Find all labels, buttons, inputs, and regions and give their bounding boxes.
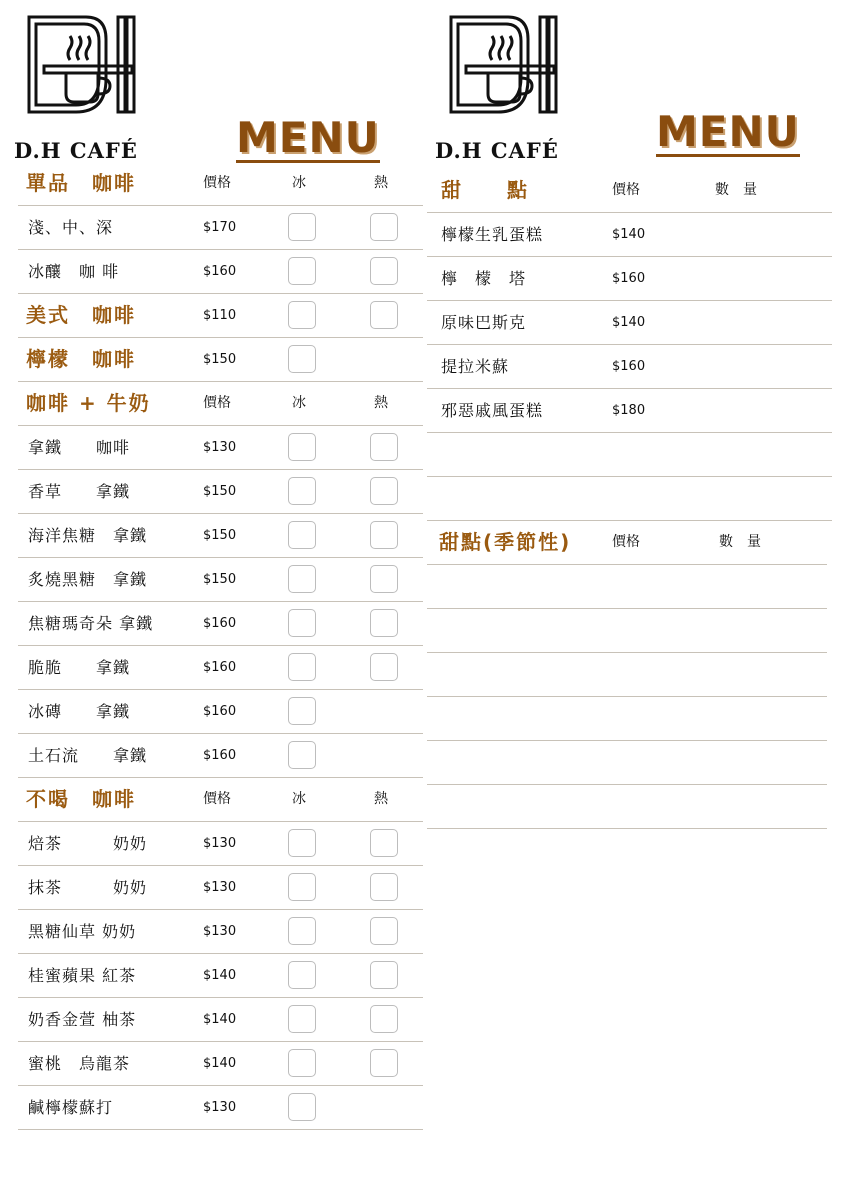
ice-checkbox[interactable] xyxy=(288,961,316,989)
menu-item-row xyxy=(18,206,423,250)
hot-column-label: 熱 xyxy=(374,791,388,807)
item-price: $150 xyxy=(203,572,237,587)
hot-checkbox[interactable] xyxy=(370,609,398,637)
dessert-header-row xyxy=(427,169,832,213)
dessert-item-row xyxy=(427,301,832,345)
menu-item-row xyxy=(18,602,423,646)
item-name: 抹茶 奶奶 xyxy=(28,878,148,897)
item-name: 拿鐵 咖啡 xyxy=(28,438,131,457)
item-price: $140 xyxy=(203,968,237,983)
hot-column-label: 熱 xyxy=(374,175,388,191)
empty-row xyxy=(427,741,827,785)
item-name: 蜜桃 烏龍茶 xyxy=(28,1054,131,1073)
section-title: 單品 咖啡 xyxy=(26,171,136,195)
item-price: $160 xyxy=(203,616,237,631)
price-column-label: 價格 xyxy=(203,791,231,807)
menu-title-right: MENU xyxy=(656,107,800,156)
item-name: 冰磚 拿鐵 xyxy=(28,702,131,721)
item-price: $130 xyxy=(203,836,237,851)
menu-item-row xyxy=(18,998,423,1042)
item-price: $150 xyxy=(203,352,237,367)
quantity-column-label: 數 量 xyxy=(715,182,757,198)
item-name: 土石流 拿鐵 xyxy=(28,746,148,765)
cafe-name-left: D.H CAFÉ xyxy=(14,138,138,163)
seasonal-title: 甜點(季節性) xyxy=(439,530,572,554)
ice-checkbox[interactable] xyxy=(288,521,316,549)
section-title: 檸檬 咖啡 xyxy=(26,347,136,371)
item-price: $150 xyxy=(203,528,237,543)
hot-checkbox[interactable] xyxy=(370,1049,398,1077)
section-header-row xyxy=(18,162,423,206)
menu-item-row xyxy=(18,646,423,690)
hot-checkbox[interactable] xyxy=(370,433,398,461)
hot-checkbox[interactable] xyxy=(370,829,398,857)
item-name: 淺、中、深 xyxy=(28,218,114,237)
ice-checkbox[interactable] xyxy=(288,257,316,285)
ice-checkbox[interactable] xyxy=(288,873,316,901)
item-name: 焙茶 奶奶 xyxy=(28,834,148,853)
price-column-label: 價格 xyxy=(203,175,231,191)
hot-checkbox[interactable] xyxy=(370,565,398,593)
ice-checkbox[interactable] xyxy=(288,697,316,725)
ice-checkbox[interactable] xyxy=(288,1093,316,1121)
menu-item-row xyxy=(18,690,423,734)
menu-item-row xyxy=(18,426,423,470)
ice-checkbox[interactable] xyxy=(288,565,316,593)
hot-column-label: 熱 xyxy=(374,395,388,411)
menu-item-row xyxy=(18,1086,423,1130)
item-name: 檸 檬 塔 xyxy=(441,269,527,288)
ice-checkbox[interactable] xyxy=(288,829,316,857)
item-price: $140 xyxy=(203,1012,237,1027)
dessert-item-row xyxy=(427,389,832,433)
price-column-label: 價格 xyxy=(612,534,640,550)
item-price: $130 xyxy=(203,440,237,455)
section-title: 咖啡 + 牛奶 xyxy=(26,391,151,415)
item-price: $130 xyxy=(203,924,237,939)
item-price: $140 xyxy=(203,1056,237,1071)
item-price: $140 xyxy=(612,315,646,330)
ice-checkbox[interactable] xyxy=(288,477,316,505)
hot-checkbox[interactable] xyxy=(370,873,398,901)
menu-item-row xyxy=(18,470,423,514)
item-price: $160 xyxy=(203,748,237,763)
dessert-title: 甜 點 xyxy=(441,178,529,202)
menu-item-row xyxy=(18,822,423,866)
item-price: $110 xyxy=(203,308,237,323)
item-price: $150 xyxy=(203,484,237,499)
menu-item-row xyxy=(18,866,423,910)
item-price: $160 xyxy=(612,359,646,374)
item-price: $180 xyxy=(612,403,646,418)
hot-checkbox[interactable] xyxy=(370,477,398,505)
price-column-label: 價格 xyxy=(612,182,640,198)
menu-item-row xyxy=(18,910,423,954)
ice-checkbox[interactable] xyxy=(288,1005,316,1033)
section-title: 不喝 咖啡 xyxy=(26,787,136,811)
dessert-item-row xyxy=(427,213,832,257)
item-name: 檸檬生乳蛋糕 xyxy=(441,225,544,244)
coffee-cup-logo-icon xyxy=(26,14,136,116)
seasonal-header-row xyxy=(427,521,827,565)
ice-checkbox[interactable] xyxy=(288,301,316,329)
empty-row xyxy=(427,433,832,477)
menu-title-left: MENU xyxy=(236,113,380,162)
item-name: 脆脆 拿鐵 xyxy=(28,658,131,677)
cafe-logo-left xyxy=(26,14,136,116)
item-name: 奶香金萱 柚茶 xyxy=(28,1010,137,1029)
empty-row xyxy=(427,565,827,609)
ice-checkbox[interactable] xyxy=(288,917,316,945)
section-header-row xyxy=(18,294,423,338)
coffee-cup-logo-icon xyxy=(448,14,558,116)
item-price: $160 xyxy=(203,704,237,719)
item-name: 提拉米蘇 xyxy=(441,357,510,376)
ice-checkbox[interactable] xyxy=(288,609,316,637)
ice-checkbox[interactable] xyxy=(288,433,316,461)
section-header-row xyxy=(18,338,423,382)
item-name: 海洋焦糖 拿鐵 xyxy=(28,526,148,545)
empty-row xyxy=(427,785,827,829)
item-price: $160 xyxy=(203,264,237,279)
section-header-row xyxy=(18,778,423,822)
ice-checkbox[interactable] xyxy=(288,1049,316,1077)
item-name: 邪惡戚風蛋糕 xyxy=(441,401,544,420)
menu-item-row xyxy=(18,734,423,778)
item-price: $130 xyxy=(203,1100,237,1115)
hot-checkbox[interactable] xyxy=(370,917,398,945)
dessert-item-row xyxy=(427,345,832,389)
hot-checkbox[interactable] xyxy=(370,257,398,285)
menu-item-row xyxy=(18,514,423,558)
ice-column-label: 冰 xyxy=(292,175,306,191)
menu-item-row xyxy=(18,1042,423,1086)
ice-checkbox[interactable] xyxy=(288,741,316,769)
ice-checkbox[interactable] xyxy=(288,653,316,681)
menu-item-row xyxy=(18,558,423,602)
empty-row xyxy=(427,697,827,741)
hot-checkbox[interactable] xyxy=(370,301,398,329)
empty-row xyxy=(427,477,832,521)
empty-row xyxy=(427,609,827,653)
item-name: 原味巴斯克 xyxy=(441,313,527,332)
section-header-row xyxy=(18,382,423,426)
item-price: $160 xyxy=(203,660,237,675)
hot-checkbox[interactable] xyxy=(370,521,398,549)
item-name: 鹹檸檬蘇打 xyxy=(28,1098,114,1117)
menu-item-row xyxy=(18,250,423,294)
item-name: 黑糖仙草 奶奶 xyxy=(28,922,137,941)
dessert-item-row xyxy=(427,257,832,301)
cafe-logo-right xyxy=(448,14,558,116)
ice-checkbox[interactable] xyxy=(288,345,316,373)
price-column-label: 價格 xyxy=(203,395,231,411)
item-name: 炙燒黑糖 拿鐵 xyxy=(28,570,148,589)
menu-item-row xyxy=(18,954,423,998)
item-price: $160 xyxy=(612,271,646,286)
ice-checkbox[interactable] xyxy=(288,213,316,241)
section-title: 美式 咖啡 xyxy=(26,303,136,327)
hot-checkbox[interactable] xyxy=(370,1005,398,1033)
item-name: 香草 拿鐵 xyxy=(28,482,131,501)
item-name: 桂蜜蘋果 紅茶 xyxy=(28,966,137,985)
item-name: 焦糖瑪奇朵 拿鐵 xyxy=(28,614,154,633)
item-price: $170 xyxy=(203,220,237,235)
item-price: $130 xyxy=(203,880,237,895)
cafe-name-right: D.H CAFÉ xyxy=(435,138,559,163)
hot-checkbox[interactable] xyxy=(370,213,398,241)
item-name: 冰釀 咖 啡 xyxy=(28,262,120,281)
hot-checkbox[interactable] xyxy=(370,961,398,989)
hot-checkbox[interactable] xyxy=(370,653,398,681)
item-price: $140 xyxy=(612,227,646,242)
quantity-column-label: 數 量 xyxy=(719,534,761,550)
ice-column-label: 冰 xyxy=(292,395,306,411)
ice-column-label: 冰 xyxy=(292,791,306,807)
empty-row xyxy=(427,653,827,697)
